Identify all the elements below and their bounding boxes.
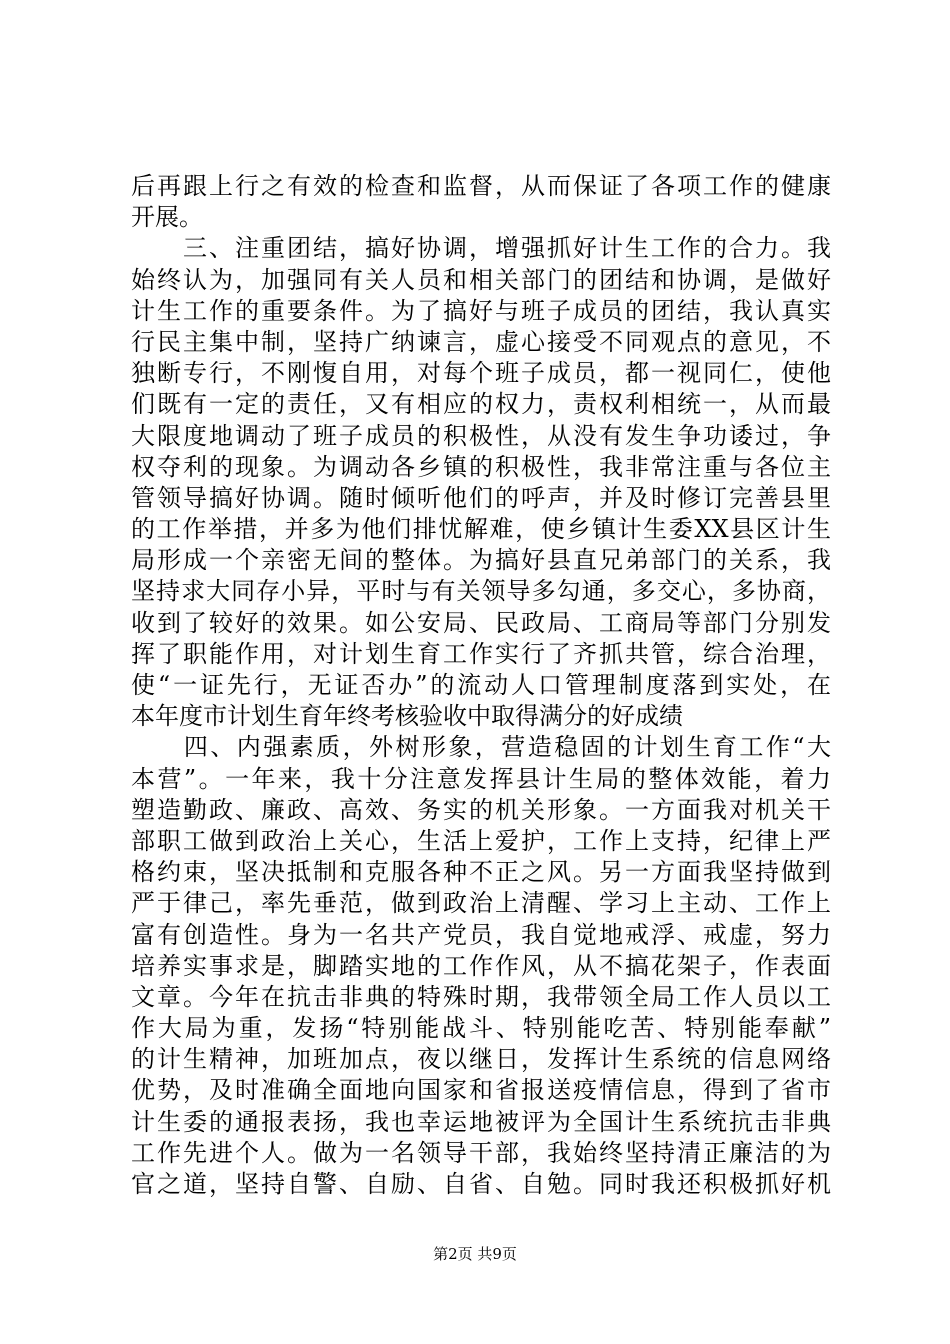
text-line: 官之道，坚持自警、自励、自省、自勉。同时我还积极抓好机 (131, 1170, 831, 1198)
text-line: 的计生精神，加班加点，夜以继日，发挥计生系统的信息网络 (131, 1045, 831, 1074)
text-line: 部职工做到政治上关心，生活上爱护，工作上支持，纪律上严 (131, 826, 831, 855)
text-line: 格约束，坚决抵制和克服各种不正之风。另一方面我坚持做到 (131, 858, 831, 887)
text-line: 严于律己，率先垂范，做到政治上清醒、学习上主动、工作上 (131, 889, 831, 918)
text-line: 计生工作的重要条件。为了搞好与班子成员的团结，我认真实 (131, 296, 831, 325)
text-line: 独断专行，不刚愎自用，对每个班子成员，都一视同仁，使他 (131, 359, 831, 388)
text-line: 作大局为重，发扬“特别能战斗、特别能吃苦、特别能奉献” (131, 1014, 831, 1043)
text-line: 三、注重团结，搞好协调，增强抓好计生工作的合力。我 (131, 234, 831, 263)
text-line: 后再跟上行之有效的检查和监督，从而保证了各项工作的健康 (131, 172, 831, 200)
text-line: 大限度地调动了班子成员的积极性，从没有发生争功诿过，争 (131, 421, 831, 450)
text-line: 培养实事求是，脚踏实地的工作作风，从不搞花架子，作表面 (131, 951, 831, 980)
text-line: 富有创造性。身为一名共产党员，我自觉地戒浮、戒虚，努力 (131, 920, 831, 949)
text-line: 局形成一个亲密无间的整体。为搞好县直兄弟部门的关系，我 (131, 546, 831, 575)
text-line: 收到了较好的效果。如公安局、民政局、工商局等部门分别发 (131, 608, 831, 637)
text-line: 权夺利的现象。为调动各乡镇的积极性，我非常注重与各位主 (131, 452, 831, 481)
text-line: 优势，及时准确全面地向国家和省报送疫情信息，得到了省市 (131, 1076, 831, 1105)
text-line: 的工作举措，并多为他们排忧解难，使乡镇计生委XX县区计生 (131, 515, 831, 544)
text-line: 行民主集中制，坚持广纳谏言，虚心接受不同观点的意见，不 (131, 327, 831, 356)
text-line: 们既有一定的责任，又有相应的权力，责权利相统一，从而最 (131, 390, 831, 419)
page-number-footer: 第2页 共9页 (433, 1245, 517, 1263)
text-line: 本年度市计划生育年终考核验收中取得满分的好成绩 (131, 702, 683, 731)
text-line: 挥了职能作用，对计划生育工作实行了齐抓共管，综合治理， (131, 639, 831, 668)
text-line: 计生委的通报表扬，我也幸运地被评为全国计生系统抗击非典 (131, 1107, 831, 1136)
text-line: 文章。今年在抗击非典的特殊时期，我带领全局工作人员以工 (131, 982, 831, 1011)
body-text (131, 171, 831, 1200)
text-line: 管领导搞好协调。随时倾听他们的呼声，并及时修订完善县里 (131, 483, 831, 512)
text-line: 始终认为，加强同有关人员和相关部门的团结和协调，是做好 (131, 265, 831, 294)
text-line: 坚持求大同存小异，平时与有关领导多勾通，多交心，多协商， (131, 577, 831, 606)
text-line: 塑造勤政、廉政、高效、务实的机关形象。一方面我对机关干 (131, 795, 831, 824)
text-line: 四、内强素质，外树形象，营造稳固的计划生育工作“大 (131, 733, 831, 762)
text-line: 本营”。一年来，我十分注意发挥县计生局的整体效能，着力 (131, 764, 831, 793)
text-line: 开展。 (131, 203, 203, 232)
text-line: 工作先进个人。做为一名领导干部，我始终坚持清正廉洁的为 (131, 1138, 831, 1167)
text-line: 使“一证先行，无证否办”的流动人口管理制度落到实处，在 (131, 671, 831, 699)
